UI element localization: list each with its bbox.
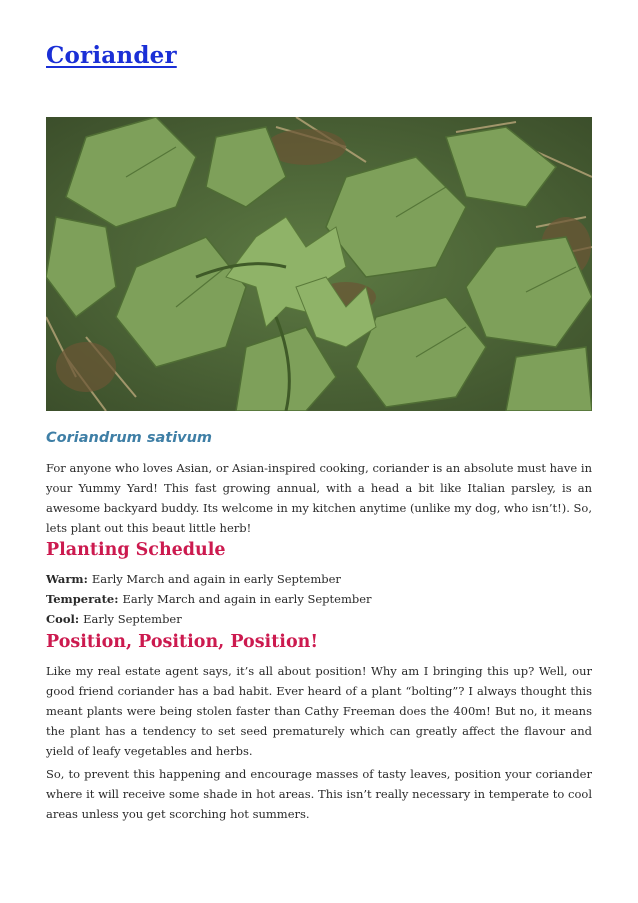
schedule-value: Early March and again in early September bbox=[91, 572, 341, 586]
intro-paragraph: For anyone who loves Asian, or Asian-inspired cooking, coriander is an absolute must have in your Yummy Yard! This fast growing annual, with a head a bit like Italian parsley, is an awesome backyard buddy. Its welcome in my kitchen anytime (unlike my dog, who isn’t!). So, lets plant out this beaut little herb! bbox=[46, 461, 593, 535]
position-heading: Position, Position, Position! bbox=[46, 632, 319, 652]
botanical-name: Coriandrum sativum bbox=[46, 430, 213, 446]
schedule-value: Early March and again in early September bbox=[122, 592, 372, 606]
schedule-row-temperate bbox=[46, 589, 592, 609]
position-paragraph: So, to prevent this happening and encourage masses of tasty leaves, position your coriander where it will receive some shade in hot areas. This isn’t really necessary in temperate to cool areas unless you get scorching hot summers. bbox=[46, 767, 592, 821]
planting-schedule-heading: Planting Schedule bbox=[46, 540, 226, 560]
schedule-label: Cool: bbox=[46, 612, 80, 626]
schedule-row-cool bbox=[46, 609, 592, 629]
coriander-photo bbox=[46, 117, 592, 411]
schedule-value: Early September bbox=[83, 612, 182, 626]
coriander-leaves-image bbox=[46, 117, 592, 411]
schedule-label: Warm: bbox=[46, 572, 88, 586]
schedule-row-warm bbox=[46, 569, 592, 589]
schedule-label: Temperate: bbox=[46, 592, 119, 606]
page-title-link[interactable]: Coriander bbox=[46, 42, 177, 69]
position-paragraph: Like my real estate agent says, it’s all about position! Why am I bringing this up? Well, our good friend coriander has a bad habit. Ever heard of a plant “bolting”? I always thought this meant plants were being stolen faster than Cathy Freeman does the 400m! But no, it means the plant has a tendency to set seed prematurely which can greatly affect the flavour and yield of leafy vegetables and herbs. bbox=[46, 664, 592, 758]
